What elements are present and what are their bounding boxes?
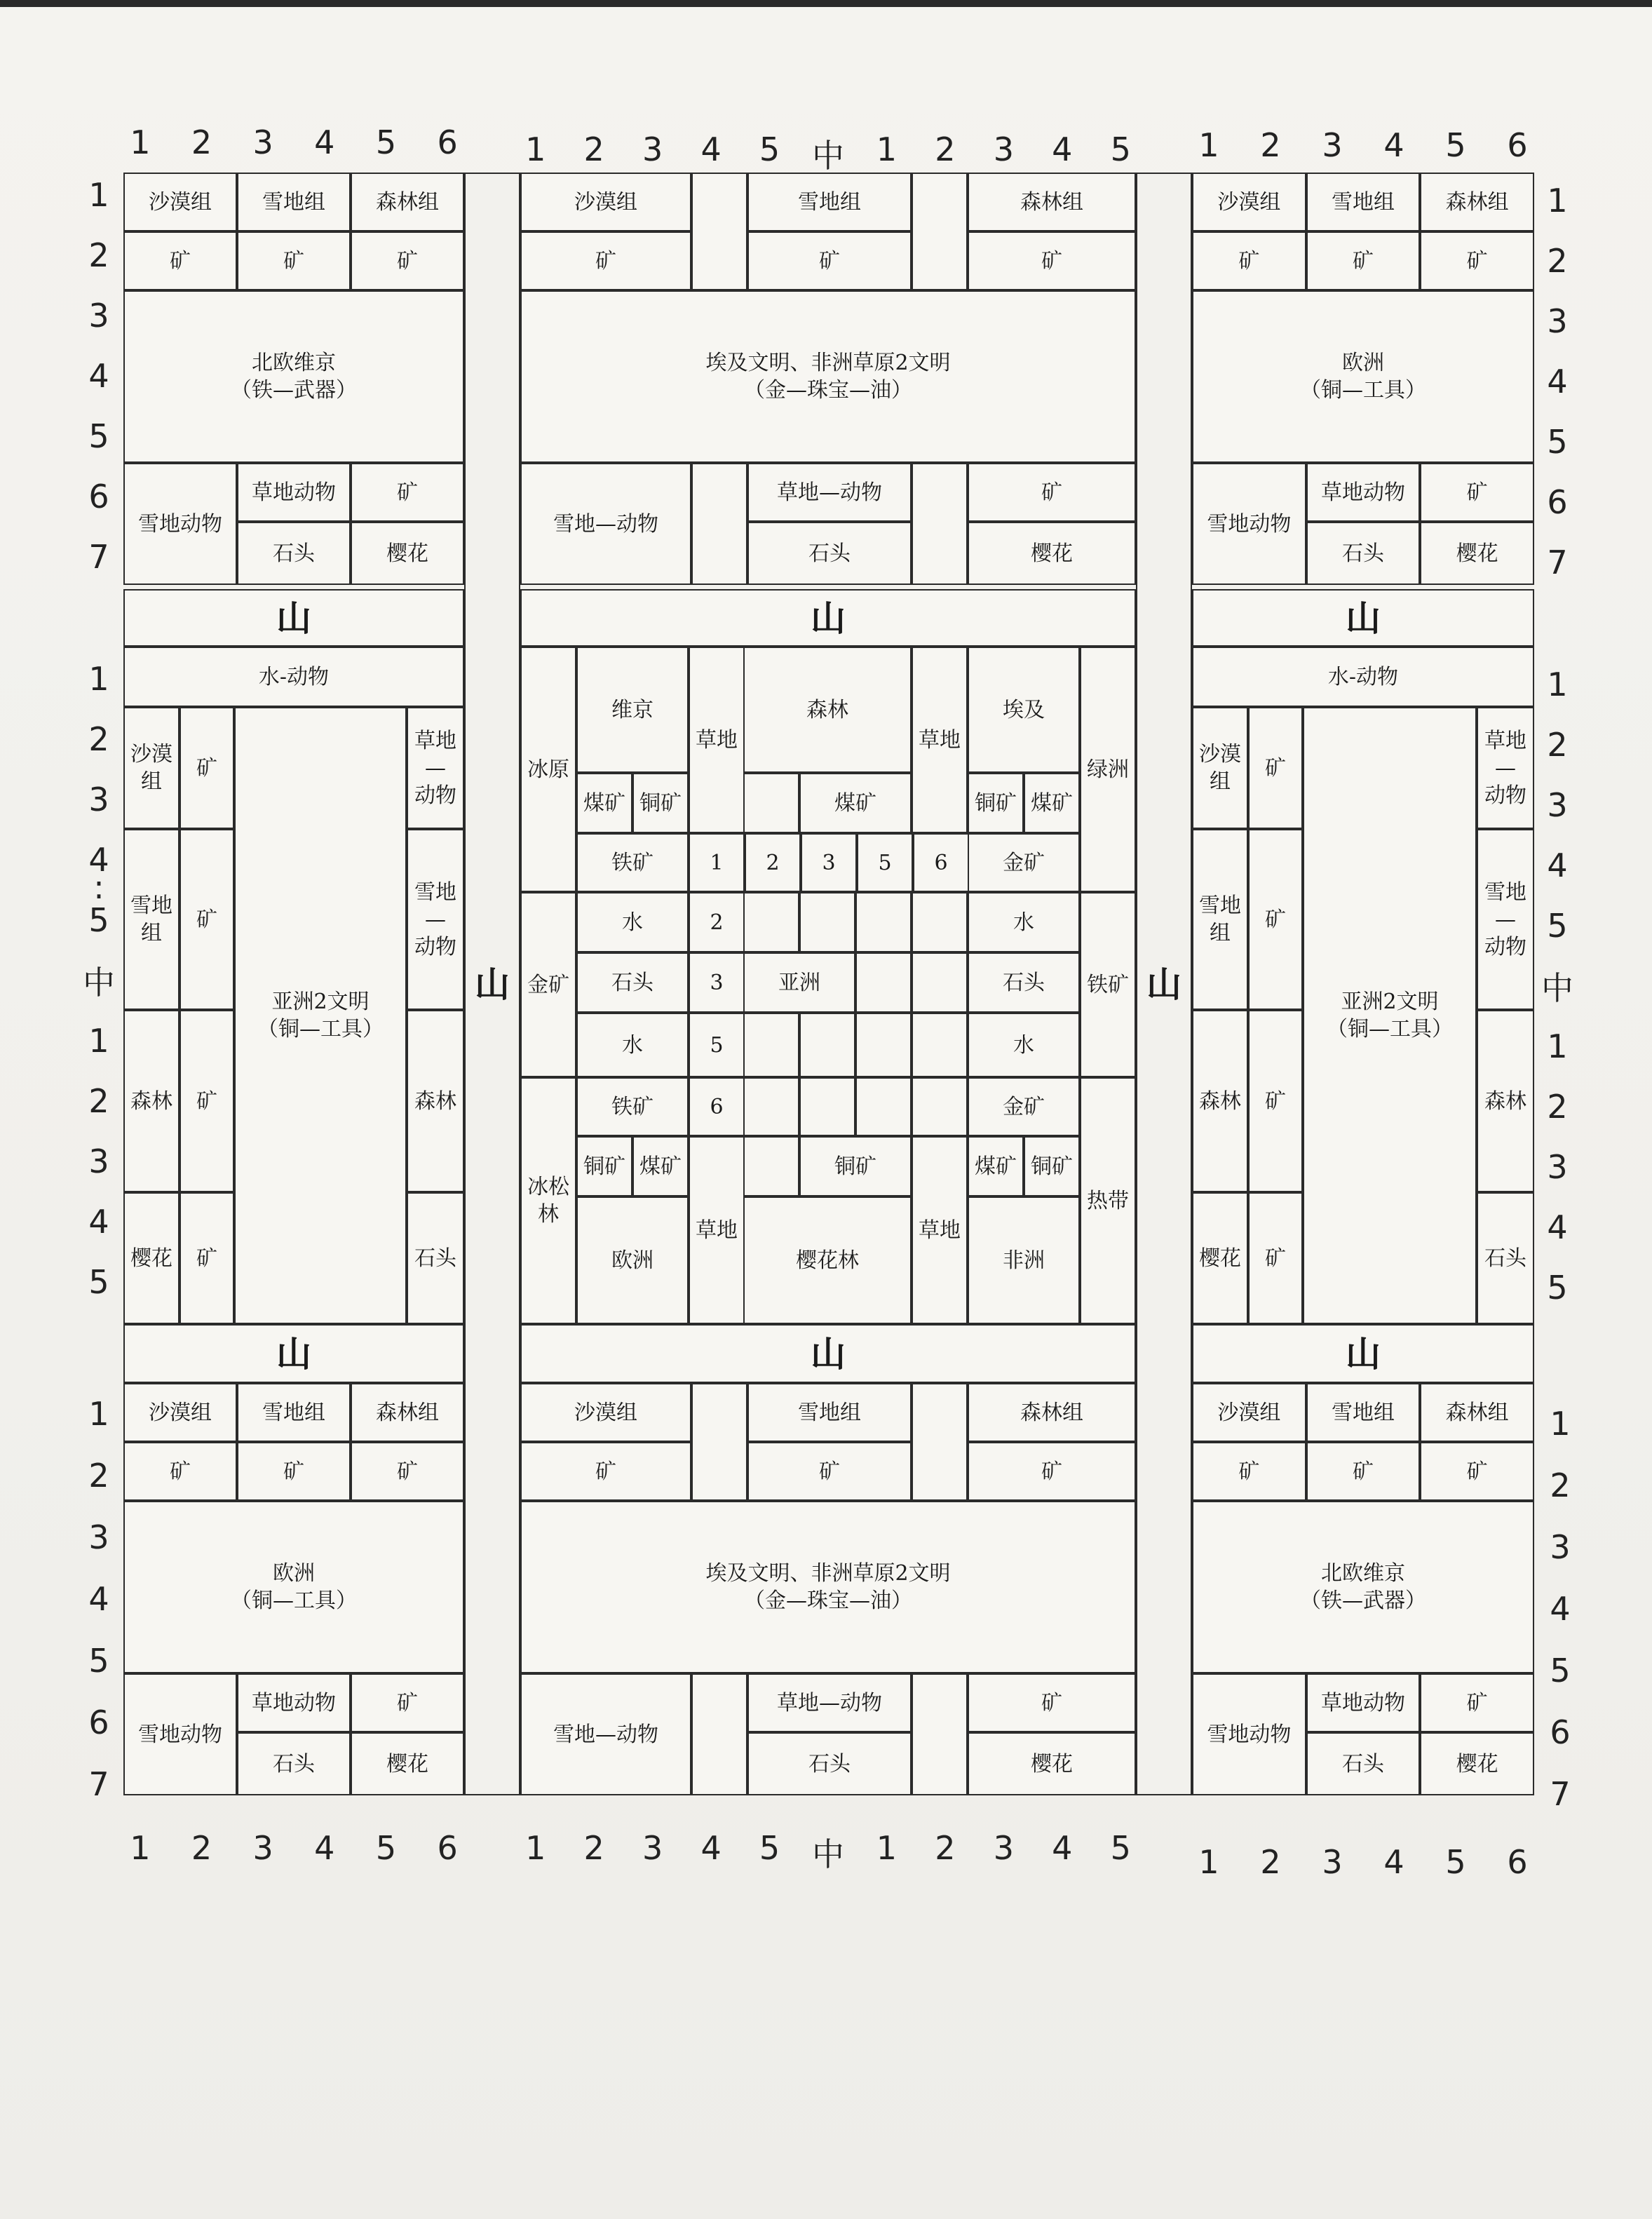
bottom-center-col-axis-label: 1: [876, 1829, 898, 1867]
left-row-label-mid: 5: [88, 1263, 109, 1301]
top-right-snow-animal: 雪地动物: [1192, 463, 1306, 585]
right-row-label-bottom: 4: [1550, 1590, 1571, 1628]
top-center-snow-group: 雪地组: [747, 173, 912, 231]
bottom-left-snow-group: 雪地组: [237, 1383, 351, 1442]
top-left-snow-animal: 雪地动物: [123, 463, 237, 585]
bottom-left-grass-animal: 草地动物: [237, 1673, 351, 1732]
center-coal-3: 煤矿: [1024, 773, 1080, 833]
top-center-col-axis-label: 1: [525, 130, 546, 168]
mid-left-side-mine-2: 矿: [180, 829, 234, 1010]
top-center-civ-region: 埃及文明、非洲草原2文明 （金—珠宝—油）: [520, 290, 1136, 463]
center-viking: 维京: [576, 647, 689, 773]
center-copper-2: 铜矿: [968, 773, 1024, 833]
top-right-mine-2: 矿: [1306, 231, 1421, 290]
top-center-stone: 石头: [747, 522, 912, 585]
bottom-right-civ-region: 北欧维京 （铁—武器）: [1192, 1501, 1534, 1673]
mid-left-water-animal: 水-动物: [123, 647, 464, 707]
bottom-right-mine-2: 矿: [1306, 1442, 1421, 1501]
left-row-label-mid: 2: [88, 720, 109, 758]
center-gold-left: 金矿: [520, 892, 576, 1077]
bottom-center-col-axis: [506, 1829, 1150, 1875]
bottom-center-snow-group: 雪地组: [747, 1383, 912, 1442]
top-right-desert-group: 沙漠组: [1192, 173, 1306, 231]
bottom-center-col-axis-label: 2: [583, 1829, 604, 1867]
center-copper-1: 铜矿: [632, 773, 689, 833]
left-row-label-top: 7: [88, 538, 109, 576]
top-left-col-axis-label: 2: [191, 123, 212, 161]
bottom-center-road-gap-1: [691, 1383, 747, 1501]
bottom-left-col-axis-label: 4: [314, 1829, 335, 1867]
center-coal-4: 煤矿: [632, 1136, 689, 1196]
top-right-col-axis-label: 3: [1322, 126, 1343, 164]
top-center-col-axis: [506, 130, 1150, 177]
scan-top-edge: [0, 0, 1652, 7]
bottom-right-sakura: 樱花: [1420, 1732, 1534, 1795]
right-row-label-bottom: 1: [1550, 1405, 1571, 1443]
center-num-col-1: 2: [689, 892, 745, 952]
mid-right-snow-group: 雪地 组: [1192, 829, 1248, 1010]
left-row-label-top: 6: [88, 478, 109, 515]
mid-right-forest: 森林: [1192, 1010, 1248, 1192]
center-grid-1-6: [912, 892, 968, 952]
top-center-sakura: 樱花: [968, 522, 1136, 585]
right-row-label-top: 3: [1547, 302, 1568, 340]
left-row-label-bottom: 6: [88, 1704, 109, 1741]
mid-right-water-animal: 水-动物: [1192, 647, 1534, 707]
mid-right-side-mine-4: 矿: [1248, 1192, 1303, 1324]
right-row-label-bottom: 3: [1550, 1528, 1571, 1566]
right-row-label-top: 1: [1547, 182, 1568, 220]
top-right-mine-3: 矿: [1420, 231, 1534, 290]
right-row-label-mid: 2: [1547, 1088, 1568, 1126]
top-left-col-axis-label: 4: [314, 123, 335, 161]
top-center-road-gap-3: [691, 463, 747, 585]
bottom-center-grass-animal: 草地—动物: [747, 1673, 912, 1732]
top-right-col-axis-label: 4: [1383, 126, 1404, 164]
top-center-road-gap-4: [912, 463, 968, 585]
center-right-3: 水: [968, 1013, 1080, 1077]
top-left-col-axis-label: 5: [375, 123, 397, 161]
bottom-center-desert-group: 沙漠组: [520, 1383, 691, 1442]
bottom-center-snow-animal: 雪地—动物: [520, 1673, 691, 1795]
center-iron-2: 铁矿: [576, 1077, 689, 1136]
top-center-col-axis-label: 3: [993, 130, 1014, 168]
top-center-mine-2: 矿: [747, 231, 912, 290]
top-center-col-axis-label: 4: [1052, 130, 1073, 168]
left-row-label-bottom: 1: [88, 1395, 109, 1433]
top-right-snow-group: 雪地组: [1306, 173, 1421, 231]
top-right-col-axis-label: 5: [1445, 126, 1466, 164]
top-left-desert-group: 沙漠组: [123, 173, 237, 231]
bottom-left-stone: 石头: [237, 1732, 351, 1795]
top-left-sakura: 樱花: [351, 522, 464, 585]
center-forest: 森林: [743, 647, 912, 773]
mid-right-side-mine-3: 矿: [1248, 1010, 1303, 1192]
bottom-left-civ-region: 欧洲 （铜—工具）: [123, 1501, 464, 1673]
center-grid-4-5: [855, 1077, 912, 1136]
bottom-left-mine-1: 矿: [123, 1442, 237, 1501]
left-row-label-mid: 4: [88, 1203, 109, 1241]
center-number-n6: 6: [913, 833, 969, 892]
right-row-label-top: 4: [1547, 363, 1568, 400]
center-grassland-3: 草地: [689, 1136, 745, 1324]
center-egypt: 埃及: [968, 647, 1080, 773]
top-center-col-axis-label: 5: [759, 130, 780, 168]
center-left-3: 水: [576, 1013, 689, 1077]
right-row-label-bottom: 7: [1550, 1775, 1571, 1813]
center-gold-2: 金矿: [968, 1077, 1080, 1136]
mid-right-desert-group: 沙漠 组: [1192, 707, 1248, 829]
left-row-label-mid: 1: [88, 1022, 109, 1060]
bottom-center-col-axis-label: 4: [700, 1829, 722, 1867]
bottom-right-col-axis: [1178, 1843, 1548, 1881]
bottom-center-col-axis-label: 3: [993, 1829, 1014, 1867]
center-num-col-2: 3: [689, 952, 745, 1013]
mountain-band-top-left: 山: [123, 589, 464, 647]
center-grid-3-4: [799, 1013, 855, 1077]
left-row-label-bottom: 3: [88, 1518, 109, 1556]
left-row-label-top: 1: [88, 176, 109, 214]
right-row-label-mid: 1: [1547, 1027, 1568, 1065]
center-grid-4-6: [912, 1077, 968, 1136]
center-grid-3-3: [743, 1013, 799, 1077]
bottom-right-desert-group: 沙漠组: [1192, 1383, 1306, 1442]
mid-left-side-mine-1: 矿: [180, 707, 234, 829]
center-taiga: 冰松 林: [520, 1077, 576, 1324]
left-row-label-top: 4: [88, 357, 109, 395]
bottom-right-mine-1: 矿: [1192, 1442, 1306, 1501]
bottom-left-desert-group: 沙漠组: [123, 1383, 237, 1442]
right-row-label-mid: 5: [1547, 907, 1568, 945]
center-grid-4-3: [743, 1077, 799, 1136]
top-left-col-axis: [109, 123, 478, 161]
mid-left-side-mine-4: 矿: [180, 1192, 234, 1324]
mid-left-forest: 森林: [123, 1010, 180, 1192]
top-right-grass-animal: 草地动物: [1306, 463, 1421, 522]
top-center-col-axis-label: 4: [700, 130, 722, 168]
top-left-mine-2: 矿: [237, 231, 351, 290]
top-center-snow-animal: 雪地—动物: [520, 463, 691, 585]
bottom-center-col-axis-label: 5: [759, 1829, 780, 1867]
mid-left-asia-civ: 亚洲2文明 （铜—工具）: [234, 707, 407, 1324]
mid-left-snow-animal: 雪地 — 动物: [407, 829, 464, 1010]
bottom-center-civ-region: 埃及文明、非洲草原2文明 （金—珠宝—油）: [520, 1501, 1136, 1673]
center-grid-2-5: [855, 952, 912, 1013]
center-ice-field: 冰原: [520, 647, 576, 892]
center-iron-right: 铁矿: [1080, 892, 1136, 1077]
center-grid-1-5: [855, 892, 912, 952]
center-blank-1: [743, 773, 799, 833]
left-row-label-top: 2: [88, 236, 109, 274]
right-row-label-bottom: 6: [1550, 1713, 1571, 1751]
center-grid-1-4: [799, 892, 855, 952]
top-right-mine-row6: 矿: [1420, 463, 1534, 522]
left-row-label-mid: 1: [88, 660, 109, 698]
bottom-right-col-axis-label: 5: [1445, 1843, 1466, 1881]
top-left-col-axis-label: 1: [130, 123, 151, 161]
bottom-left-mine-row6: 矿: [351, 1673, 464, 1732]
center-grid-1-3: [743, 892, 799, 952]
bottom-right-col-axis-label: 3: [1322, 1843, 1343, 1881]
top-left-forest-group: 森林组: [351, 173, 464, 231]
mountain-band-top-center: 山: [520, 589, 1136, 647]
right-row-label-mid: 4: [1547, 847, 1568, 884]
center-right-2: 石头: [968, 952, 1080, 1013]
center-grid-3-6: [912, 1013, 968, 1077]
center-oasis: 绿洲: [1080, 647, 1136, 892]
left-row-label-mid: 中: [83, 964, 115, 1001]
bottom-right-snow-group: 雪地组: [1306, 1383, 1421, 1442]
bottom-center-stone: 石头: [747, 1732, 912, 1795]
bottom-left-snow-animal: 雪地动物: [123, 1673, 237, 1795]
mid-left-forest-right: 森林: [407, 1010, 464, 1192]
mountain-band-bottom-right: 山: [1192, 1324, 1534, 1383]
right-row-label-mid: 3: [1547, 786, 1568, 824]
left-row-label-bottom: 5: [88, 1642, 109, 1680]
bottom-center-mine-2: 矿: [747, 1442, 912, 1501]
top-right-col-axis-label: 1: [1198, 126, 1219, 164]
bottom-left-col-axis-label: 1: [130, 1829, 151, 1867]
top-center-col-axis-label: 5: [1110, 130, 1131, 168]
center-sakura-forest: 樱花林: [743, 1196, 912, 1324]
top-left-civ-region: 北欧维京 （铁—武器）: [123, 290, 464, 463]
right-row-label-mid: 4: [1547, 1208, 1568, 1246]
center-asia: 亚洲: [743, 952, 855, 1013]
top-center-col-axis-label: 中: [811, 137, 844, 175]
center-coal-5: 煤矿: [968, 1136, 1024, 1196]
bottom-right-grass-animal: 草地动物: [1306, 1673, 1421, 1732]
right-row-label-mid: 1: [1547, 666, 1568, 703]
bottom-center-sakura: 樱花: [968, 1732, 1136, 1795]
bottom-left-col-axis-label: 6: [437, 1829, 458, 1867]
top-left-snow-group: 雪地组: [237, 173, 351, 231]
right-row-label-top: 2: [1547, 242, 1568, 280]
bottom-center-col-axis-label: 1: [525, 1829, 546, 1867]
bottom-center-col-axis-label: 2: [935, 1829, 956, 1867]
left-axis-colon: :: [93, 868, 104, 906]
center-number-n6b: 6: [689, 1077, 745, 1136]
right-row-label-mid: 3: [1547, 1148, 1568, 1186]
bottom-left-forest-group: 森林组: [351, 1383, 464, 1442]
top-right-sakura: 樱花: [1420, 522, 1534, 585]
center-right-1: 水: [968, 892, 1080, 952]
center-number-n2: 2: [745, 833, 801, 892]
bottom-left-sakura: 樱花: [351, 1732, 464, 1795]
right-row-label-top: 7: [1547, 544, 1568, 581]
right-row-label-top: 5: [1547, 423, 1568, 461]
top-right-col-axis-label: 6: [1507, 126, 1528, 164]
center-number-n5: 5: [857, 833, 913, 892]
top-center-col-axis-label: 2: [935, 130, 956, 168]
bottom-center-col-axis-label: 4: [1052, 1829, 1073, 1867]
mid-left-stone-right: 石头: [407, 1192, 464, 1324]
mid-right-forest-right: 森林: [1477, 1010, 1534, 1192]
bottom-right-col-axis-label: 1: [1198, 1843, 1219, 1881]
mountain-band-bottom-left: 山: [123, 1324, 464, 1383]
top-right-mine-1: 矿: [1192, 231, 1306, 290]
center-grassland-1: 草地: [689, 647, 745, 833]
bottom-left-mine-3: 矿: [351, 1442, 464, 1501]
center-left-1: 水: [576, 892, 689, 952]
top-right-col-axis-label: 2: [1260, 126, 1281, 164]
top-right-col-axis: [1178, 126, 1548, 164]
top-right-stone: 石头: [1306, 522, 1421, 585]
top-center-desert-group: 沙漠组: [520, 173, 691, 231]
top-left-mine-row6: 矿: [351, 463, 464, 522]
mid-right-grass-animal: 草地 — 动物: [1477, 707, 1534, 829]
bottom-center-col-axis-label: 3: [642, 1829, 663, 1867]
top-center-mine-3: 矿: [968, 231, 1136, 290]
right-row-label-top: 6: [1547, 483, 1568, 521]
mid-right-snow-animal: 雪地 — 动物: [1477, 829, 1534, 1010]
center-coal-2: 煤矿: [799, 773, 912, 833]
center-grassland-2: 草地: [912, 647, 968, 833]
bottom-right-stone: 石头: [1306, 1732, 1421, 1795]
mid-right-side-mine-2: 矿: [1248, 829, 1303, 1010]
mid-left-grass-animal: 草地 — 动物: [407, 707, 464, 829]
center-num-col-3: 5: [689, 1013, 745, 1077]
right-row-label-mid: 2: [1547, 726, 1568, 764]
top-left-grass-animal: 草地动物: [237, 463, 351, 522]
mountain-label-vertical-left: 山: [475, 964, 510, 1005]
bottom-center-road-gap-2: [912, 1383, 968, 1501]
mid-right-sakura: 樱花: [1192, 1192, 1248, 1324]
bottom-left-col-axis-label: 3: [252, 1829, 273, 1867]
bottom-center-road-gap-4: [912, 1673, 968, 1795]
center-coal-1: 煤矿: [576, 773, 632, 833]
mid-right-stone-right: 石头: [1477, 1192, 1534, 1324]
top-left-col-axis-label: 6: [437, 123, 458, 161]
left-row-label-bottom: 2: [88, 1457, 109, 1495]
bottom-left-mine-2: 矿: [237, 1442, 351, 1501]
top-center-grass-animal: 草地—动物: [747, 463, 912, 522]
top-left-stone: 石头: [237, 522, 351, 585]
left-row-label-bottom: 4: [88, 1580, 109, 1618]
right-row-label-mid: 5: [1547, 1269, 1568, 1307]
left-row-label-top: 3: [88, 297, 109, 335]
bottom-right-col-axis-label: 2: [1260, 1843, 1281, 1881]
top-left-mine-3: 矿: [351, 231, 464, 290]
center-grassland-4: 草地: [912, 1136, 968, 1324]
bottom-center-col-axis-label: 中: [811, 1835, 844, 1873]
top-right-civ-region: 欧洲 （铜—工具）: [1192, 290, 1534, 463]
bottom-left-col-axis-label: 2: [191, 1829, 212, 1867]
top-center-forest-group: 森林组: [968, 173, 1136, 231]
top-left-col-axis-label: 3: [252, 123, 273, 161]
bottom-left-col-axis: [109, 1829, 478, 1867]
center-left-2: 石头: [576, 952, 689, 1013]
center-copper-4: 铜矿: [799, 1136, 912, 1196]
top-center-mine-row6: 矿: [968, 463, 1136, 522]
center-grid-4-4: [799, 1077, 855, 1136]
bottom-right-snow-animal: 雪地动物: [1192, 1673, 1306, 1795]
bottom-center-road-gap-3: [691, 1673, 747, 1795]
bottom-center-mine-3: 矿: [968, 1442, 1136, 1501]
center-iron-1: 铁矿: [576, 833, 689, 892]
top-center-road-gap-2: [912, 173, 968, 290]
right-row-label-bottom: 2: [1550, 1466, 1571, 1504]
bottom-center-col-axis-label: 5: [1110, 1829, 1131, 1867]
bottom-right-mine-row6: 矿: [1420, 1673, 1534, 1732]
top-left-mine-1: 矿: [123, 231, 237, 290]
center-grid-3-5: [855, 1013, 912, 1077]
right-row-label-mid: 中: [1541, 969, 1573, 1007]
bottom-center-forest-group: 森林组: [968, 1383, 1136, 1442]
right-row-label-bottom: 5: [1550, 1652, 1571, 1689]
center-gold-1: 金矿: [968, 833, 1080, 892]
center-grid-2-6: [912, 952, 968, 1013]
left-row-label-mid: 3: [88, 1142, 109, 1180]
mountain-label-vertical-right: 山: [1146, 964, 1182, 1005]
mid-left-sakura: 樱花: [123, 1192, 180, 1324]
center-copper-5: 铜矿: [1024, 1136, 1080, 1196]
center-europe: 欧洲: [576, 1196, 689, 1324]
left-row-label-mid: 5: [88, 901, 109, 939]
bottom-right-mine-3: 矿: [1420, 1442, 1534, 1501]
bottom-left-col-axis-label: 5: [375, 1829, 397, 1867]
top-center-mine-1: 矿: [520, 231, 691, 290]
top-center-road-gap-1: [691, 173, 747, 290]
mid-left-snow-group: 雪地 组: [123, 829, 180, 1010]
left-row-label-mid: 3: [88, 781, 109, 818]
center-blank-2: [743, 1136, 799, 1196]
top-right-forest-group: 森林组: [1420, 173, 1534, 231]
top-center-col-axis-label: 1: [876, 130, 898, 168]
mid-right-side-mine-1: 矿: [1248, 707, 1303, 829]
top-center-col-axis-label: 2: [583, 130, 604, 168]
center-africa: 非洲: [968, 1196, 1080, 1324]
left-row-label-bottom: 7: [88, 1765, 109, 1803]
center-number-n3: 3: [801, 833, 857, 892]
left-row-label-mid: 4: [88, 841, 109, 879]
center-copper-3: 铜矿: [576, 1136, 632, 1196]
center-tropics: 热带: [1080, 1077, 1136, 1324]
mid-left-side-mine-3: 矿: [180, 1010, 234, 1192]
left-row-label-top: 5: [88, 417, 109, 455]
center-number-n1: 1: [689, 833, 745, 892]
bottom-right-col-axis-label: 6: [1507, 1843, 1528, 1881]
mid-left-desert-group: 沙漠 组: [123, 707, 180, 829]
bottom-center-mine-row6: 矿: [968, 1673, 1136, 1732]
mountain-band-top-right: 山: [1192, 589, 1534, 647]
top-center-col-axis-label: 3: [642, 130, 663, 168]
left-row-label-mid: 2: [88, 1082, 109, 1120]
mountain-band-bottom-center: 山: [520, 1324, 1136, 1383]
bottom-right-col-axis-label: 4: [1383, 1843, 1404, 1881]
bottom-center-mine-1: 矿: [520, 1442, 691, 1501]
mid-right-asia-civ: 亚洲2文明 （铜—工具）: [1303, 707, 1477, 1324]
bottom-right-forest-group: 森林组: [1420, 1383, 1534, 1442]
